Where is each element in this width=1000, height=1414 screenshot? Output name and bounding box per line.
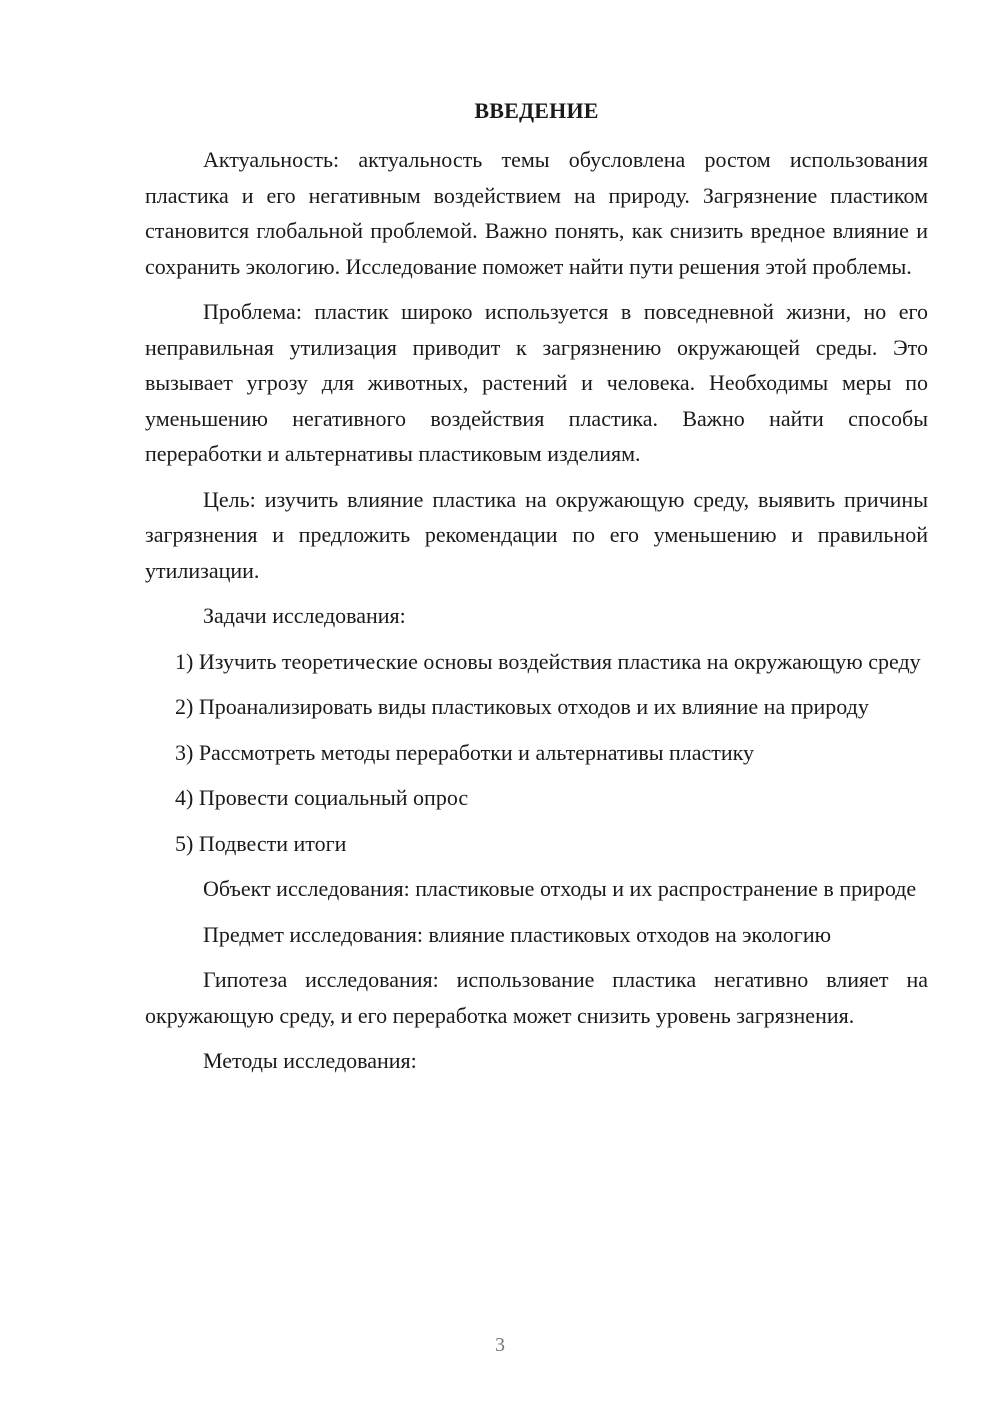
page-number: 3	[495, 1334, 505, 1356]
paragraph-methods-heading: Методы исследования:	[203, 1048, 417, 1073]
paragraph-hypothesis: Гипотеза исследования: использование пластика негативно влияет на окружающую среду, и его переработка может снизить уровень загрязнения.	[145, 967, 928, 1028]
task-item-3: 3) Рассмотреть методы переработки и альтернативы пластику	[175, 739, 755, 765]
task-item-5: 5) Подвести итоги	[175, 830, 347, 856]
paragraph-object: Объект исследования: пластиковые отходы и их распространение в природе	[203, 876, 917, 901]
section-title: ВВЕДЕНИЕ	[474, 98, 599, 123]
paragraph-relevance: Актуальность: актуальность темы обусловлена ростом использования пластика и его негативным воздействием на природу. Загрязнение пластиком становится глобальной проблемой. Важно понять, как снизить вредное влияние и сохранить экологию. Исследование поможет найти пути решения этой проблемы.	[145, 147, 928, 279]
paragraph-problem: Проблема: пластик широко используется в повседневной жизни, но его неправильная утилизация приводит к загрязнению окружающей среды. Это вызывает угрозу для животных, растений и человека. Необходимы меры по уменьшению негативного воздействия пластика. Важно найти способы переработки и альтернативы пластиковым изделиям.	[145, 299, 928, 466]
paragraph-subject: Предмет исследования: влияние пластиковых отходов на экологию	[203, 921, 832, 947]
document-page	[145, 95, 928, 1089]
task-item-4: 4) Провести социальный опрос	[175, 785, 469, 810]
task-item-1: 1) Изучить теоретические основы воздействия пластика на окружающую среду	[175, 648, 921, 674]
paragraph-goal: Цель: изучить влияние пластика на окружающую среду, выявить причины загрязнения и предложить рекомендации по его уменьшению и правильной утилизации.	[145, 486, 928, 583]
paragraph-tasks-heading: Задачи исследования:	[203, 603, 406, 628]
task-item-2: 2) Проанализировать виды пластиковых отходов и их влияние на природу	[175, 694, 869, 719]
